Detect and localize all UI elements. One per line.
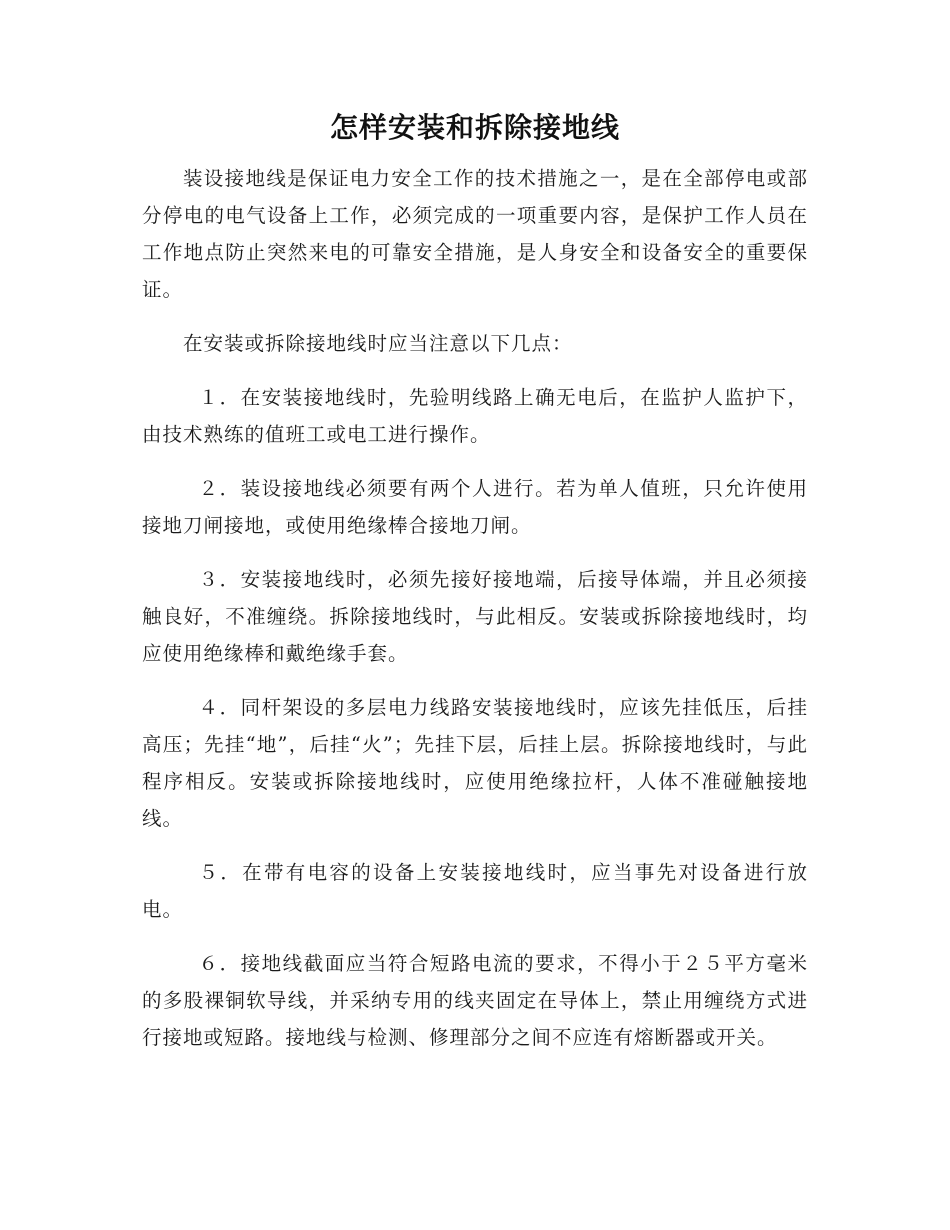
list-item-5: ５．在带有电容的设备上安装接地线时，应当事先对设备进行放电。 (142, 861, 808, 921)
list-item-6: ６．接地线截面应当符合短路电流的要求，不得小于２５平方毫米的多股裸铜软导线，并采纳专用的线夹固定在导体上，禁止用缠绕方式进行接地或短路。接地线与检测、修理部分之间不应连有熔断器或开关。 (142, 952, 808, 1049)
list-item-3: ３．安装接地线时，必须先接好接地端，后接导体端，并且必须接触良好，不准缠绕。拆除接地线时，与此相反。安装或拆除接地线时，均应使用绝缘棒和戴绝缘手套。 (142, 568, 808, 665)
notice-lead-paragraph: 在安装或拆除接地线时应当注意以下几点： (182, 332, 573, 355)
list-item-4: ４．同杆架设的多层电力线路安装接地线时，应该先挂低压，后挂高压；先挂“地”，后挂“火”；先挂下层，后挂上层。拆除接地线时，与此程序相反。安装或拆除接地线时，应使用绝缘拉杆，人体不准碰触接地线。 (142, 696, 808, 830)
document-body (142, 160, 808, 1073)
intro-paragraph: 装设接地线是保证电力安全工作的技术措施之一，是在全部停电或部分停电的电气设备上工作，必须完成的一项重要内容，是保护工作人员在工作地点防止突然来电的可靠安全措施，是人身安全和设备安全的重要保证。 (142, 167, 808, 301)
page-title: 怎样安装和拆除接地线 (329, 111, 620, 144)
list-item-1: １．在安装接地线时，先验明线路上确无电后，在监护人监护下，由技术熟练的值班工或电工进行操作。 (142, 386, 808, 446)
list-item-2: ２．装设接地线必须要有两个人进行。若为单人值班，只允许使用接地刀闸接地，或使用绝缘棒合接地刀闸。 (142, 477, 808, 537)
